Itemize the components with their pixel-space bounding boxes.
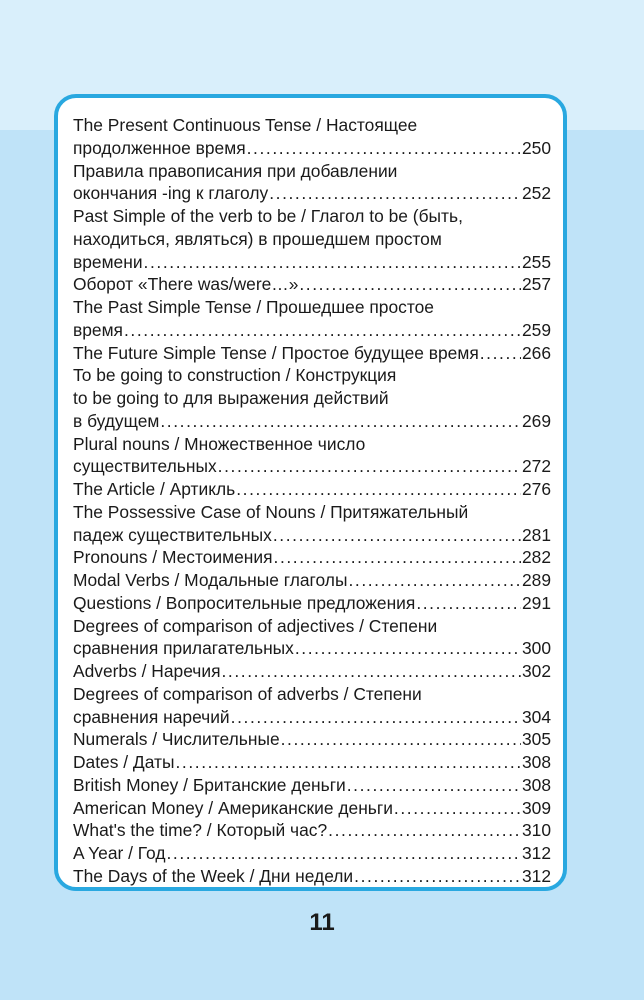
toc-entry-page: 281 xyxy=(521,524,551,545)
toc-entry-line: The Possessive Case of Nouns / Притяжательный xyxy=(73,501,469,522)
toc-entry-row xyxy=(73,137,551,160)
toc-entry-title: время xyxy=(73,319,123,340)
dot-leader xyxy=(175,751,521,774)
toc-entry-line: находиться, являться) в прошедшем простом xyxy=(73,228,442,249)
toc-entry[interactable] xyxy=(73,546,551,569)
toc-entry-title: Modal Verbs / Модальные глаголы xyxy=(73,570,348,590)
toc-entry-line: The Past Simple Tense / Прошедшее простое xyxy=(73,297,434,317)
toc-entry[interactable] xyxy=(73,728,551,751)
toc-entry[interactable] xyxy=(73,569,551,592)
toc-entry[interactable] xyxy=(73,751,551,774)
toc-entry[interactable] xyxy=(73,774,551,797)
toc-entry-row xyxy=(73,342,551,365)
toc-entry-title: The Article / Артикль xyxy=(73,479,236,499)
dot-leader xyxy=(269,182,521,205)
toc-entry[interactable] xyxy=(73,660,551,683)
toc-entry-page: 276 xyxy=(521,479,551,499)
dot-leader xyxy=(144,251,521,274)
toc-entry[interactable] xyxy=(73,615,551,661)
toc-entry-page: 252 xyxy=(521,183,551,204)
dot-leader xyxy=(218,455,521,478)
toc-entry[interactable] xyxy=(73,478,551,501)
toc-entry-row xyxy=(73,865,551,888)
toc-entry[interactable] xyxy=(73,273,551,296)
toc-entry[interactable] xyxy=(73,114,551,160)
toc-entry[interactable] xyxy=(73,501,551,547)
toc-entry-row xyxy=(73,455,551,478)
toc-entry-page: 269 xyxy=(521,410,551,431)
toc-entry-line: Degrees of comparison of adverbs / Степени xyxy=(73,683,422,704)
toc-entry-row xyxy=(73,819,551,842)
toc-entry-title: Pronouns / Местоимения xyxy=(73,547,273,568)
toc-entry-title: продолженное время xyxy=(73,137,246,158)
toc-entry-title: British Money / Британские деньги xyxy=(73,774,346,795)
toc-entry-page: 312 xyxy=(521,843,551,863)
toc-entry-row xyxy=(73,546,551,569)
toc-entry-row xyxy=(73,524,551,547)
toc-entry-row xyxy=(73,842,551,865)
toc-entry-row xyxy=(73,319,551,342)
toc-entry[interactable] xyxy=(73,160,551,206)
dot-leader xyxy=(299,273,521,296)
toc-entry-row xyxy=(73,797,551,820)
toc-entry-page: 291 xyxy=(521,592,551,613)
toc-entry-title: окончания -ing к глаголу xyxy=(73,183,269,204)
toc-entry[interactable] xyxy=(73,842,551,865)
dot-leader xyxy=(166,842,521,865)
dot-leader xyxy=(236,478,521,501)
toc-entry-page: 309 xyxy=(521,797,551,818)
dot-leader xyxy=(328,819,521,842)
toc-entry[interactable] xyxy=(73,797,551,820)
toc-entry-title: What's the time? / Который час? xyxy=(73,820,328,841)
dot-leader xyxy=(394,797,521,820)
toc-entry-title: падеж существительных xyxy=(73,524,272,545)
toc-entry-title: Adverbs / Наречия xyxy=(73,661,221,681)
toc-entry-page: 289 xyxy=(521,570,551,590)
toc-entry-row xyxy=(73,706,551,729)
dot-leader xyxy=(295,637,521,660)
toc-entry-row xyxy=(73,410,551,433)
toc-entry-title: существительных xyxy=(73,456,217,477)
toc-entry-title: The Future Simple Tense / Простое будущее время xyxy=(73,342,479,363)
toc-entry-title: Оборот «There was/were…» xyxy=(73,274,299,295)
toc-entry-page: 308 xyxy=(521,752,551,772)
toc-entry-page: 312 xyxy=(521,865,551,886)
toc-entry-row xyxy=(73,660,551,683)
toc-entry[interactable] xyxy=(73,819,551,842)
toc-entry-row xyxy=(73,592,551,615)
toc-entry-page: 250 xyxy=(521,137,551,158)
page-number: 11 xyxy=(309,909,335,936)
dot-leader xyxy=(160,410,521,433)
toc-entry-row xyxy=(73,751,551,774)
toc-entry-page: 257 xyxy=(521,274,551,295)
toc-entry-page: 255 xyxy=(521,251,551,272)
toc-entry-title: American Money / Американские деньги xyxy=(73,797,393,818)
toc-entry[interactable] xyxy=(73,592,551,615)
toc-entry-line: To be going to construction / Конструкция xyxy=(73,365,397,386)
toc-entry-page: 302 xyxy=(521,661,551,681)
toc-entry-line: The Present Continuous Tense / Настоящее xyxy=(73,115,418,135)
toc-entry-page: 272 xyxy=(521,456,551,477)
dot-leader xyxy=(480,342,521,365)
toc-entry-title: сравнения прилагательных xyxy=(73,638,294,659)
dot-leader xyxy=(247,137,521,160)
dot-leader xyxy=(221,660,521,683)
toc-entry-page: 282 xyxy=(521,547,551,568)
toc-entry-row xyxy=(73,251,551,274)
toc-entry-row xyxy=(73,728,551,751)
dot-leader xyxy=(354,865,521,888)
toc-entry-row xyxy=(73,273,551,296)
toc-entry-line: Правила правописания при добавлении xyxy=(73,160,398,181)
toc-entry-row xyxy=(73,182,551,205)
toc-entry-line: Degrees of comparison of adjectives / Степени xyxy=(73,615,438,636)
toc-entry-page: 304 xyxy=(521,706,551,727)
toc-entry[interactable] xyxy=(73,296,551,342)
toc-entry-line: to be going to для выражения действий xyxy=(73,388,389,408)
toc-entry-title: The Days of the Week / Дни недели xyxy=(73,865,354,886)
table-of-contents xyxy=(73,114,551,888)
toc-entry-line: Past Simple of the verb to be / Глагол to be (быть, xyxy=(73,206,463,226)
toc-entry-page: 308 xyxy=(521,774,551,795)
toc-entry-page: 310 xyxy=(521,820,551,841)
toc-entry-row xyxy=(73,569,551,592)
toc-entry-row xyxy=(73,774,551,797)
toc-entry-title: Questions / Вопросительные предложения xyxy=(73,592,416,613)
toc-entry-title: времени xyxy=(73,251,143,272)
toc-entry[interactable] xyxy=(73,342,551,365)
dot-leader xyxy=(231,706,521,729)
dot-leader xyxy=(348,569,521,592)
dot-leader xyxy=(124,319,521,342)
toc-entry-title: Numerals / Числительные xyxy=(73,729,280,750)
dot-leader xyxy=(274,546,521,569)
toc-entry-title: сравнения наречий xyxy=(73,706,230,727)
toc-entry-title: A Year / Год xyxy=(73,843,166,863)
dot-leader xyxy=(347,774,521,797)
toc-entry-row xyxy=(73,637,551,660)
toc-entry[interactable] xyxy=(73,433,551,479)
toc-entry-line: Plural nouns / Множественное число xyxy=(73,433,366,454)
dot-leader xyxy=(273,524,521,547)
dot-leader xyxy=(281,728,521,751)
toc-entry-title: в будущем xyxy=(73,410,160,431)
toc-entry-page: 266 xyxy=(521,342,551,363)
toc-entry-page: 259 xyxy=(521,319,551,340)
toc-entry-title: Dates / Даты xyxy=(73,752,175,772)
toc-entry-page: 305 xyxy=(521,729,551,750)
toc-entry[interactable] xyxy=(73,205,551,273)
dot-leader xyxy=(416,592,521,615)
toc-entry[interactable] xyxy=(73,865,551,888)
toc-entry-row xyxy=(73,478,551,501)
toc-entry[interactable] xyxy=(73,683,551,729)
toc-entry-page: 300 xyxy=(521,638,551,659)
toc-entry[interactable] xyxy=(73,364,551,432)
